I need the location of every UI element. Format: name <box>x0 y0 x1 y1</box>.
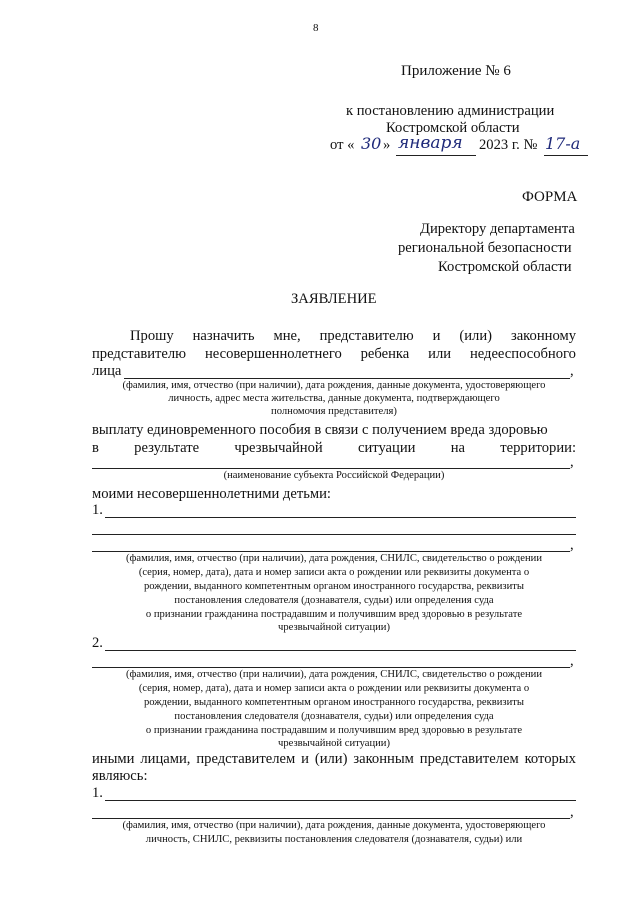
other-item-1-number: 1. <box>92 785 103 801</box>
handwritten-day: 30 <box>361 134 382 153</box>
request-line-3-start: лица <box>92 363 122 379</box>
word: и <box>432 328 441 344</box>
child-1-fill-line-1 <box>105 517 576 518</box>
word: представителю <box>319 328 414 344</box>
addressee-line-1: Директору департамента <box>420 221 575 237</box>
other-1-fill-line-2 <box>92 818 570 819</box>
territory-fill-line <box>92 468 570 469</box>
child-2-hint-4: постановления следователя (дознавателя, судьи) или определения суда <box>174 711 494 722</box>
other-1-hint-1: (фамилия, имя, отчество (при наличии), дата рождения, данные документа, удостоверяющего <box>122 820 546 831</box>
child-2-hint-2: (серия, номер, дата), дата и номер записи акта о рождении или реквизиты документа о <box>138 683 530 694</box>
child-2-hint-5: о признании гражданина пострадавшим и получившим вред здоровью в результате <box>145 725 523 736</box>
child-item-1-number: 1. <box>92 502 103 518</box>
word: несовершеннолетнего <box>204 346 342 362</box>
comma: , <box>570 363 574 379</box>
word: назначить <box>192 328 255 344</box>
word: ребенка <box>360 346 410 362</box>
child-1-fill-line-2 <box>92 534 576 535</box>
header-date-year: 2023 г. № <box>479 137 538 153</box>
others-line-2: являюсь: <box>92 768 148 784</box>
handwritten-number: 17-а <box>545 134 581 153</box>
child-1-hint-6: чрезвычайной ситуации) <box>278 622 390 633</box>
child-2-fill-line-1 <box>105 650 576 651</box>
date-month-underline <box>396 155 476 156</box>
comma: , <box>570 653 574 669</box>
others-line-1 <box>92 752 576 767</box>
comma: , <box>570 804 574 820</box>
other-1-fill-line-1 <box>105 800 576 801</box>
word: и <box>301 751 309 767</box>
child-1-hint-2: (серия, номер, дата), дата и номер записи акта о рождении или реквизиты документа о <box>138 567 530 578</box>
word: которых <box>524 751 576 767</box>
header-line-2: Костромской области <box>386 120 520 136</box>
header-date-prefix: от « <box>330 137 355 153</box>
word: законным <box>353 751 414 767</box>
request-line-1 <box>130 329 576 344</box>
child-2-hint-1: (фамилия, имя, отчество (при наличии), дата рождения, СНИЛС, свидетельство о рождении <box>125 669 543 680</box>
applicant-hint-3: полномочия представителя) <box>271 406 397 417</box>
child-1-fill-line-3 <box>92 551 570 552</box>
word: чрезвычайной <box>234 440 323 456</box>
comma: , <box>570 454 574 470</box>
appendix-label: Приложение № 6 <box>401 63 511 79</box>
child-2-hint-6: чрезвычайной ситуации) <box>278 738 390 749</box>
word: лицами, <box>140 751 191 767</box>
child-1-hint-1: (фамилия, имя, отчество (при наличии), дата рождения, СНИЛС, свидетельство о рождении <box>125 553 543 564</box>
applicant-fill-line <box>124 378 570 379</box>
addressee-line-3: Костромской области <box>438 259 572 275</box>
territory-line <box>92 441 576 456</box>
handwritten-month: января <box>398 133 463 153</box>
header-date-close: » <box>383 137 391 153</box>
word: законному <box>510 328 576 344</box>
word: иными <box>92 751 135 767</box>
applicant-hint-1: (фамилия, имя, отчество (при наличии), дата рождения, данные документа, удостоверяющего <box>122 380 546 391</box>
word: Прошу <box>130 328 174 344</box>
child-1-hint-3: рождении, выданного компетентным органом иностранного государства, реквизиты <box>143 581 525 592</box>
word: представителем <box>196 751 296 767</box>
territory-hint: (наименование субъекта Российской Федерации) <box>223 470 445 481</box>
child-1-hint-4: постановления следователя (дознавателя, судьи) или определения суда <box>174 595 494 606</box>
comma: , <box>570 537 574 553</box>
word: территории: <box>500 440 576 456</box>
form-label: ФОРМА <box>522 189 578 205</box>
word: ситуации <box>357 440 416 456</box>
word: в <box>92 440 99 456</box>
payment-line: выплату единовременного пособия в связи с получением вреда здоровью <box>92 422 548 438</box>
number-underline <box>544 155 588 156</box>
child-1-hint-5: о признании гражданина пострадавшим и получившим вред здоровью в результате <box>145 609 523 620</box>
other-1-hint-2: личность, СНИЛС, реквизиты постановления следователя (дознавателя, судьи) или <box>145 834 523 845</box>
word: (или) <box>314 751 348 767</box>
word: представителю <box>92 346 187 362</box>
addressee-line-2: региональной безопасности <box>398 240 572 256</box>
applicant-hint-2: личность, адрес места жительства, данные документа, подтверждающего <box>168 393 500 404</box>
request-line-2 <box>92 347 576 362</box>
page-number: 8 <box>313 22 319 34</box>
word: результате <box>134 440 200 456</box>
header-line-1: к постановлению администрации <box>346 103 555 119</box>
document-title: ЗАЯВЛЕНИЕ <box>291 291 377 307</box>
word: мне, <box>273 328 301 344</box>
word: представителем <box>419 751 519 767</box>
child-2-hint-3: рождении, выданного компетентным органом иностранного государства, реквизиты <box>143 697 525 708</box>
word: на <box>450 440 466 456</box>
child-2-fill-line-2 <box>92 667 570 668</box>
word: (или) <box>459 328 492 344</box>
word: недееспособного <box>469 346 576 362</box>
child-item-2-number: 2. <box>92 635 103 651</box>
word: или <box>428 346 452 362</box>
children-label: моими несовершеннолетними детьми: <box>92 486 331 502</box>
